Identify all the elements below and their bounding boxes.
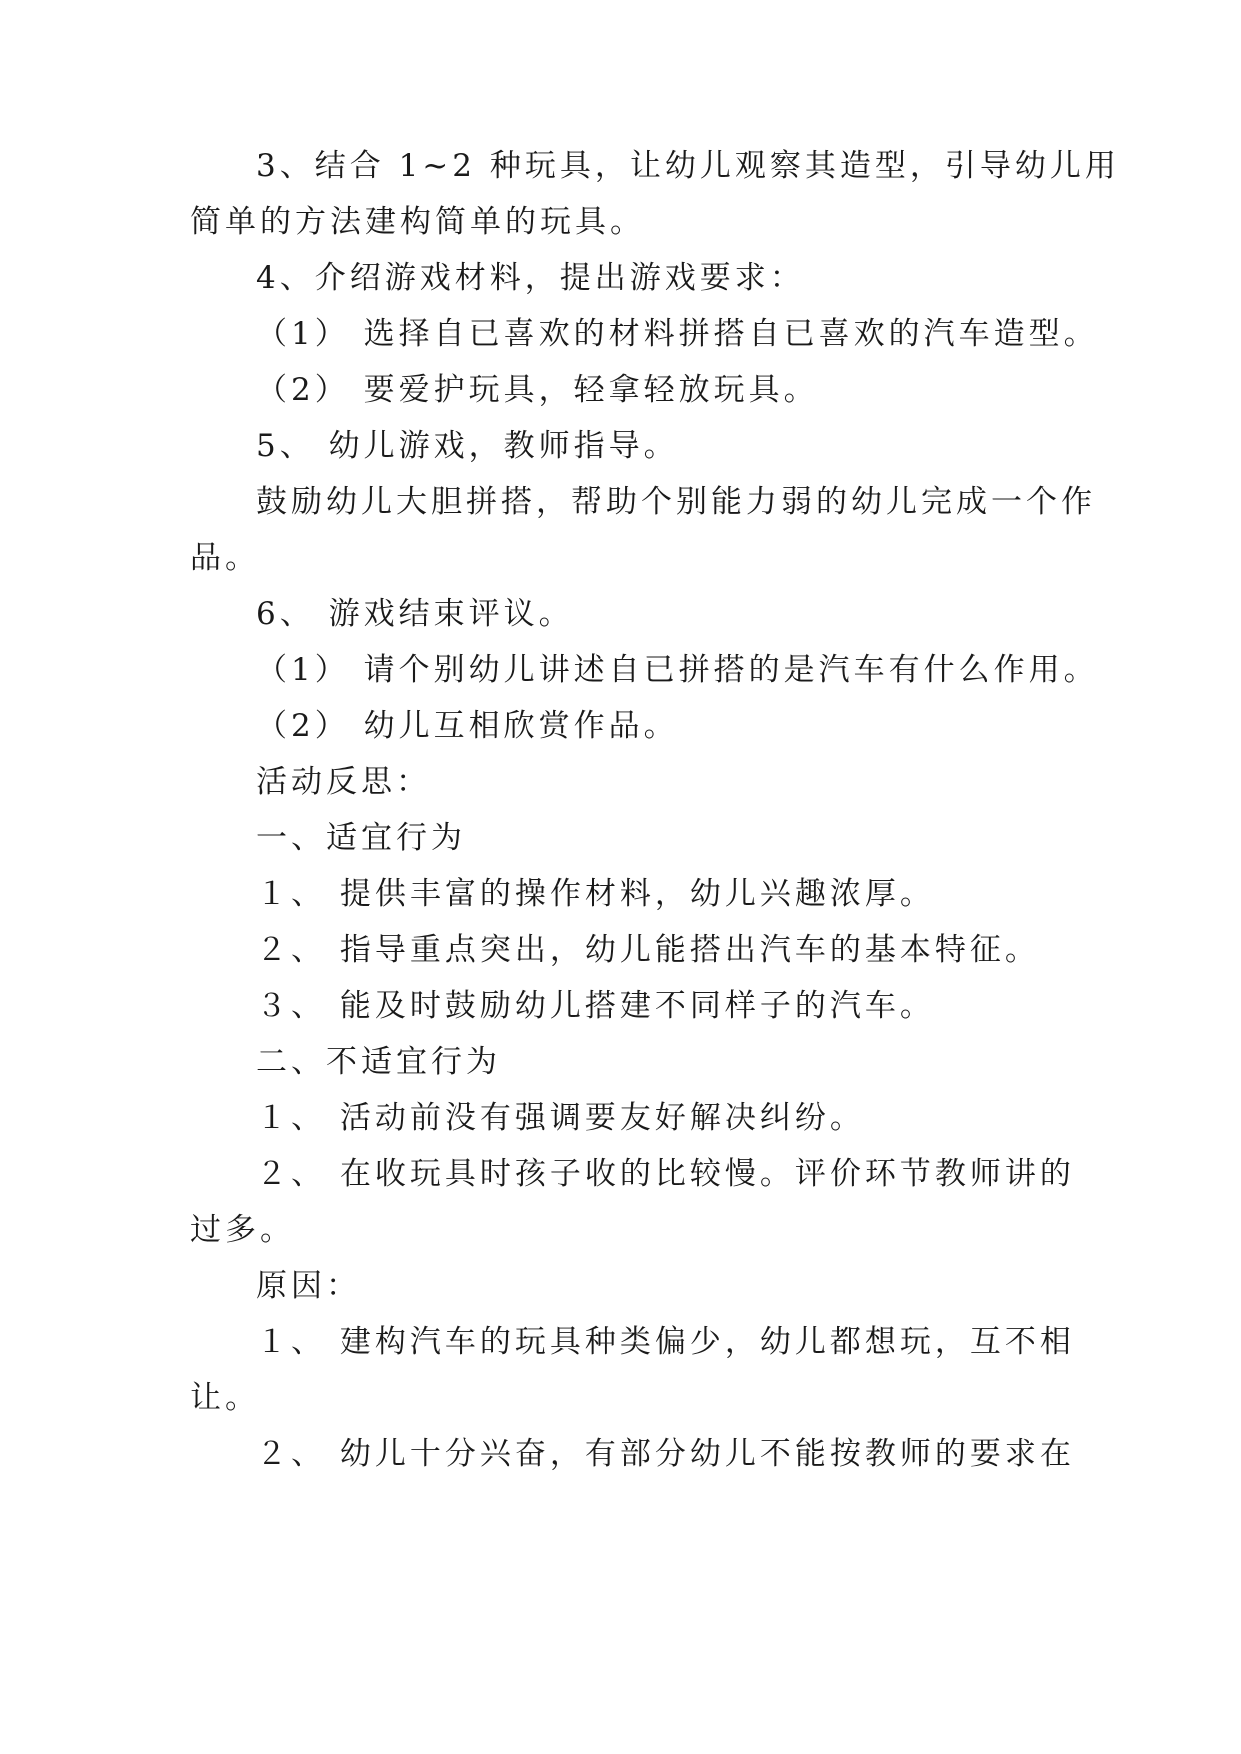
text-line-step-5: 5、 幼儿游戏，教师指导。 [256, 428, 679, 464]
text-line-appropriate-3: ３、 能及时鼓励幼儿搭建不同样子的汽车。 [256, 988, 935, 1024]
text-line-step-5-detail: 鼓励幼儿大胆拼搭，帮助个别能力弱的幼儿完成一个作 [256, 484, 1096, 520]
text-line-step-4-item-2: （2） 要爱护玩具，轻拿轻放玩具。 [256, 372, 819, 408]
text-line-step-6: 6、 游戏结束评议。 [256, 596, 574, 632]
text-line-appropriate-1: １、 提供丰富的操作材料，幼儿兴趣浓厚。 [256, 876, 935, 912]
text-line-reflection-heading: 活动反思： [256, 764, 431, 800]
text-line-inappropriate-2: ２、 在收玩具时孩子收的比较慢。评价环节教师讲的 [256, 1156, 1075, 1192]
text-line-step-4-item-1: （1） 选择自已喜欢的材料拼搭自已喜欢的汽车造型。 [256, 316, 1099, 352]
text-line-reasons-heading: 原因： [256, 1268, 361, 1304]
text-line-step-4: 4、介绍游戏材料，提出游戏要求： [256, 260, 805, 296]
text-line-appropriate-2: ２、 指导重点突出，幼儿能搭出汽车的基本特征。 [256, 932, 1040, 968]
text-line-inappropriate-2-cont: 过多。 [190, 1212, 295, 1248]
text-line-reason-1: １、 建构汽车的玩具种类偏少，幼儿都想玩，互不相 [256, 1324, 1075, 1360]
text-line-step-6-item-1: （1） 请个别幼儿讲述自已拼搭的是汽车有什么作用。 [256, 652, 1099, 688]
text-line-step-3-cont: 简单的方法建构简单的玩具。 [190, 204, 645, 240]
text-line-step-5-detail-cont: 品。 [190, 540, 260, 576]
text-line-inappropriate-heading: 二、不适宜行为 [256, 1044, 501, 1080]
text-line-inappropriate-1: １、 活动前没有强调要友好解决纠纷。 [256, 1100, 865, 1136]
text-line-reason-2: ２、 幼儿十分兴奋，有部分幼儿不能按教师的要求在 [256, 1436, 1075, 1472]
text-line-reason-1-cont: 让。 [190, 1380, 260, 1416]
text-line-step-3: 3、结合 1~2 种玩具，让幼儿观察其造型，引导幼儿用 [256, 148, 1120, 184]
text-line-appropriate-heading: 一、适宜行为 [256, 820, 466, 856]
text-line-step-6-item-2: （2） 幼儿互相欣赏作品。 [256, 708, 679, 744]
